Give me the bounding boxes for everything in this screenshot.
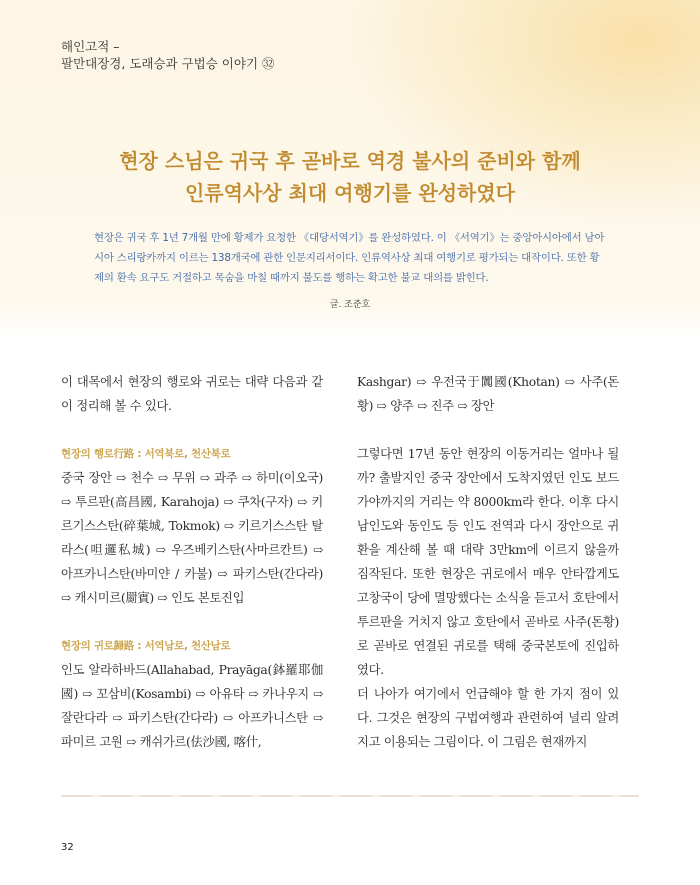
intro-paragraph: 이 대목에서 현장의 행로와 귀로는 대략 다음과 같이 정리해 볼 수 있다. bbox=[61, 375, 323, 413]
footer-divider bbox=[61, 795, 639, 797]
right-column bbox=[357, 370, 619, 754]
author-credit: 글. 조준호 bbox=[329, 300, 371, 310]
return-route-paragraph: 인도 알라하바드(Allahabad, Prayāga(鉢羅耶伽國) ⇨ 꼬삼비(Kosambi) ⇨ 아유타 ⇨ 카나우지 ⇨ 잘란다라 ⇨ 파키스탄(간다라) ⇨ 아프카니스탄 ⇨ 파미르 고원 ⇨ 캐쉬가르(佉沙國, 喀什, bbox=[61, 663, 323, 749]
page-number: 32 bbox=[61, 842, 74, 853]
return-route-continuation: Kashgar) ⇨ 우전국于闐國(Khotan) ⇨ 사주(돈황) ⇨ 양주 ⇨ 진주 ⇨ 장안 bbox=[357, 375, 619, 413]
series-header bbox=[61, 38, 275, 72]
series-title-line2: 팔만대장경, 도래승과 구법승 이야기 ㉜ bbox=[61, 56, 275, 71]
distance-paragraph: 그렇다면 17년 동안 현장의 이동거리는 얼마나 될까? 출발지인 중국 장안에서 도착지였던 인도 보드가야까지의 거리는 약 8000km라 한다. 이후 다시 남인도와 동인도 등 인도 전역과 다시 장안으로 귀환을 계산해 볼 때 대략 3만km에 이르지 않을까 짐작된다. 또한 현장은 귀로에서 매우 안타깝게도 고창국이 당에 멸망했다는 소식을 듣고서 호탄에서 투르판을 거치지 않고 호탄에서 곧바로 사주(돈황)로 곧바로 연결된 귀로를 택해 중국본토에 진입하였다. bbox=[357, 447, 619, 677]
map-paragraph: 더 나아가 여기에서 언급해야 할 한 가지 점이 있다. 그것은 현장의 구법여행과 관련하여 널리 알려지고 이용되는 그림이다. 이 그림은 현재까지 bbox=[357, 687, 619, 749]
outbound-route-heading: 현장의 행로行路 : 서역북로, 천산북로 bbox=[61, 448, 231, 460]
headline-line2: 인류역사상 최대 여행기를 완성하였다 bbox=[184, 181, 515, 205]
series-title-line1: 해인고적 – bbox=[61, 39, 120, 54]
headline-line1: 현장 스님은 귀국 후 곧바로 역경 불사의 준비와 함께 bbox=[119, 149, 581, 173]
article-lead: 현장은 귀국 후 1년 7개월 만에 황제가 요청한 《대당서역기》를 완성하였다. 이 《서역기》는 중앙아시아에서 남아시아 스리랑카까지 이르는 138개국에 관한 인문지리서이다. 인류역사상 최대 여행기로 평가되는 대작이다. 또한 황제의 환속 요구도 거절하고 목숨을 마칠 때까지 불도를 행하는 확고한 불교 대의를 밝힌다. bbox=[94, 232, 605, 284]
article-headline bbox=[0, 145, 700, 209]
outbound-route-paragraph: 중국 장안 ⇨ 천수 ⇨ 무위 ⇨ 과주 ⇨ 하미(이오국) ⇨ 투르판(高昌國, Karahoja) ⇨ 쿠차(구자) ⇨ 키르기스스탄(碎葉城, Tokmok) ⇨ 키르기스스탄 탈라스(呾邏私城) ⇨ 우즈베키스탄(사마르칸트) ⇨ 아프카니스탄(바미얀 / 카불) ⇨ 파키스탄(간다라) ⇨ 캐시미르(罽賓) ⇨ 인도 본토진입 bbox=[61, 471, 323, 605]
left-column bbox=[61, 370, 323, 754]
return-route-heading: 현장의 귀로歸路 : 서역남로, 천산남로 bbox=[61, 640, 231, 652]
